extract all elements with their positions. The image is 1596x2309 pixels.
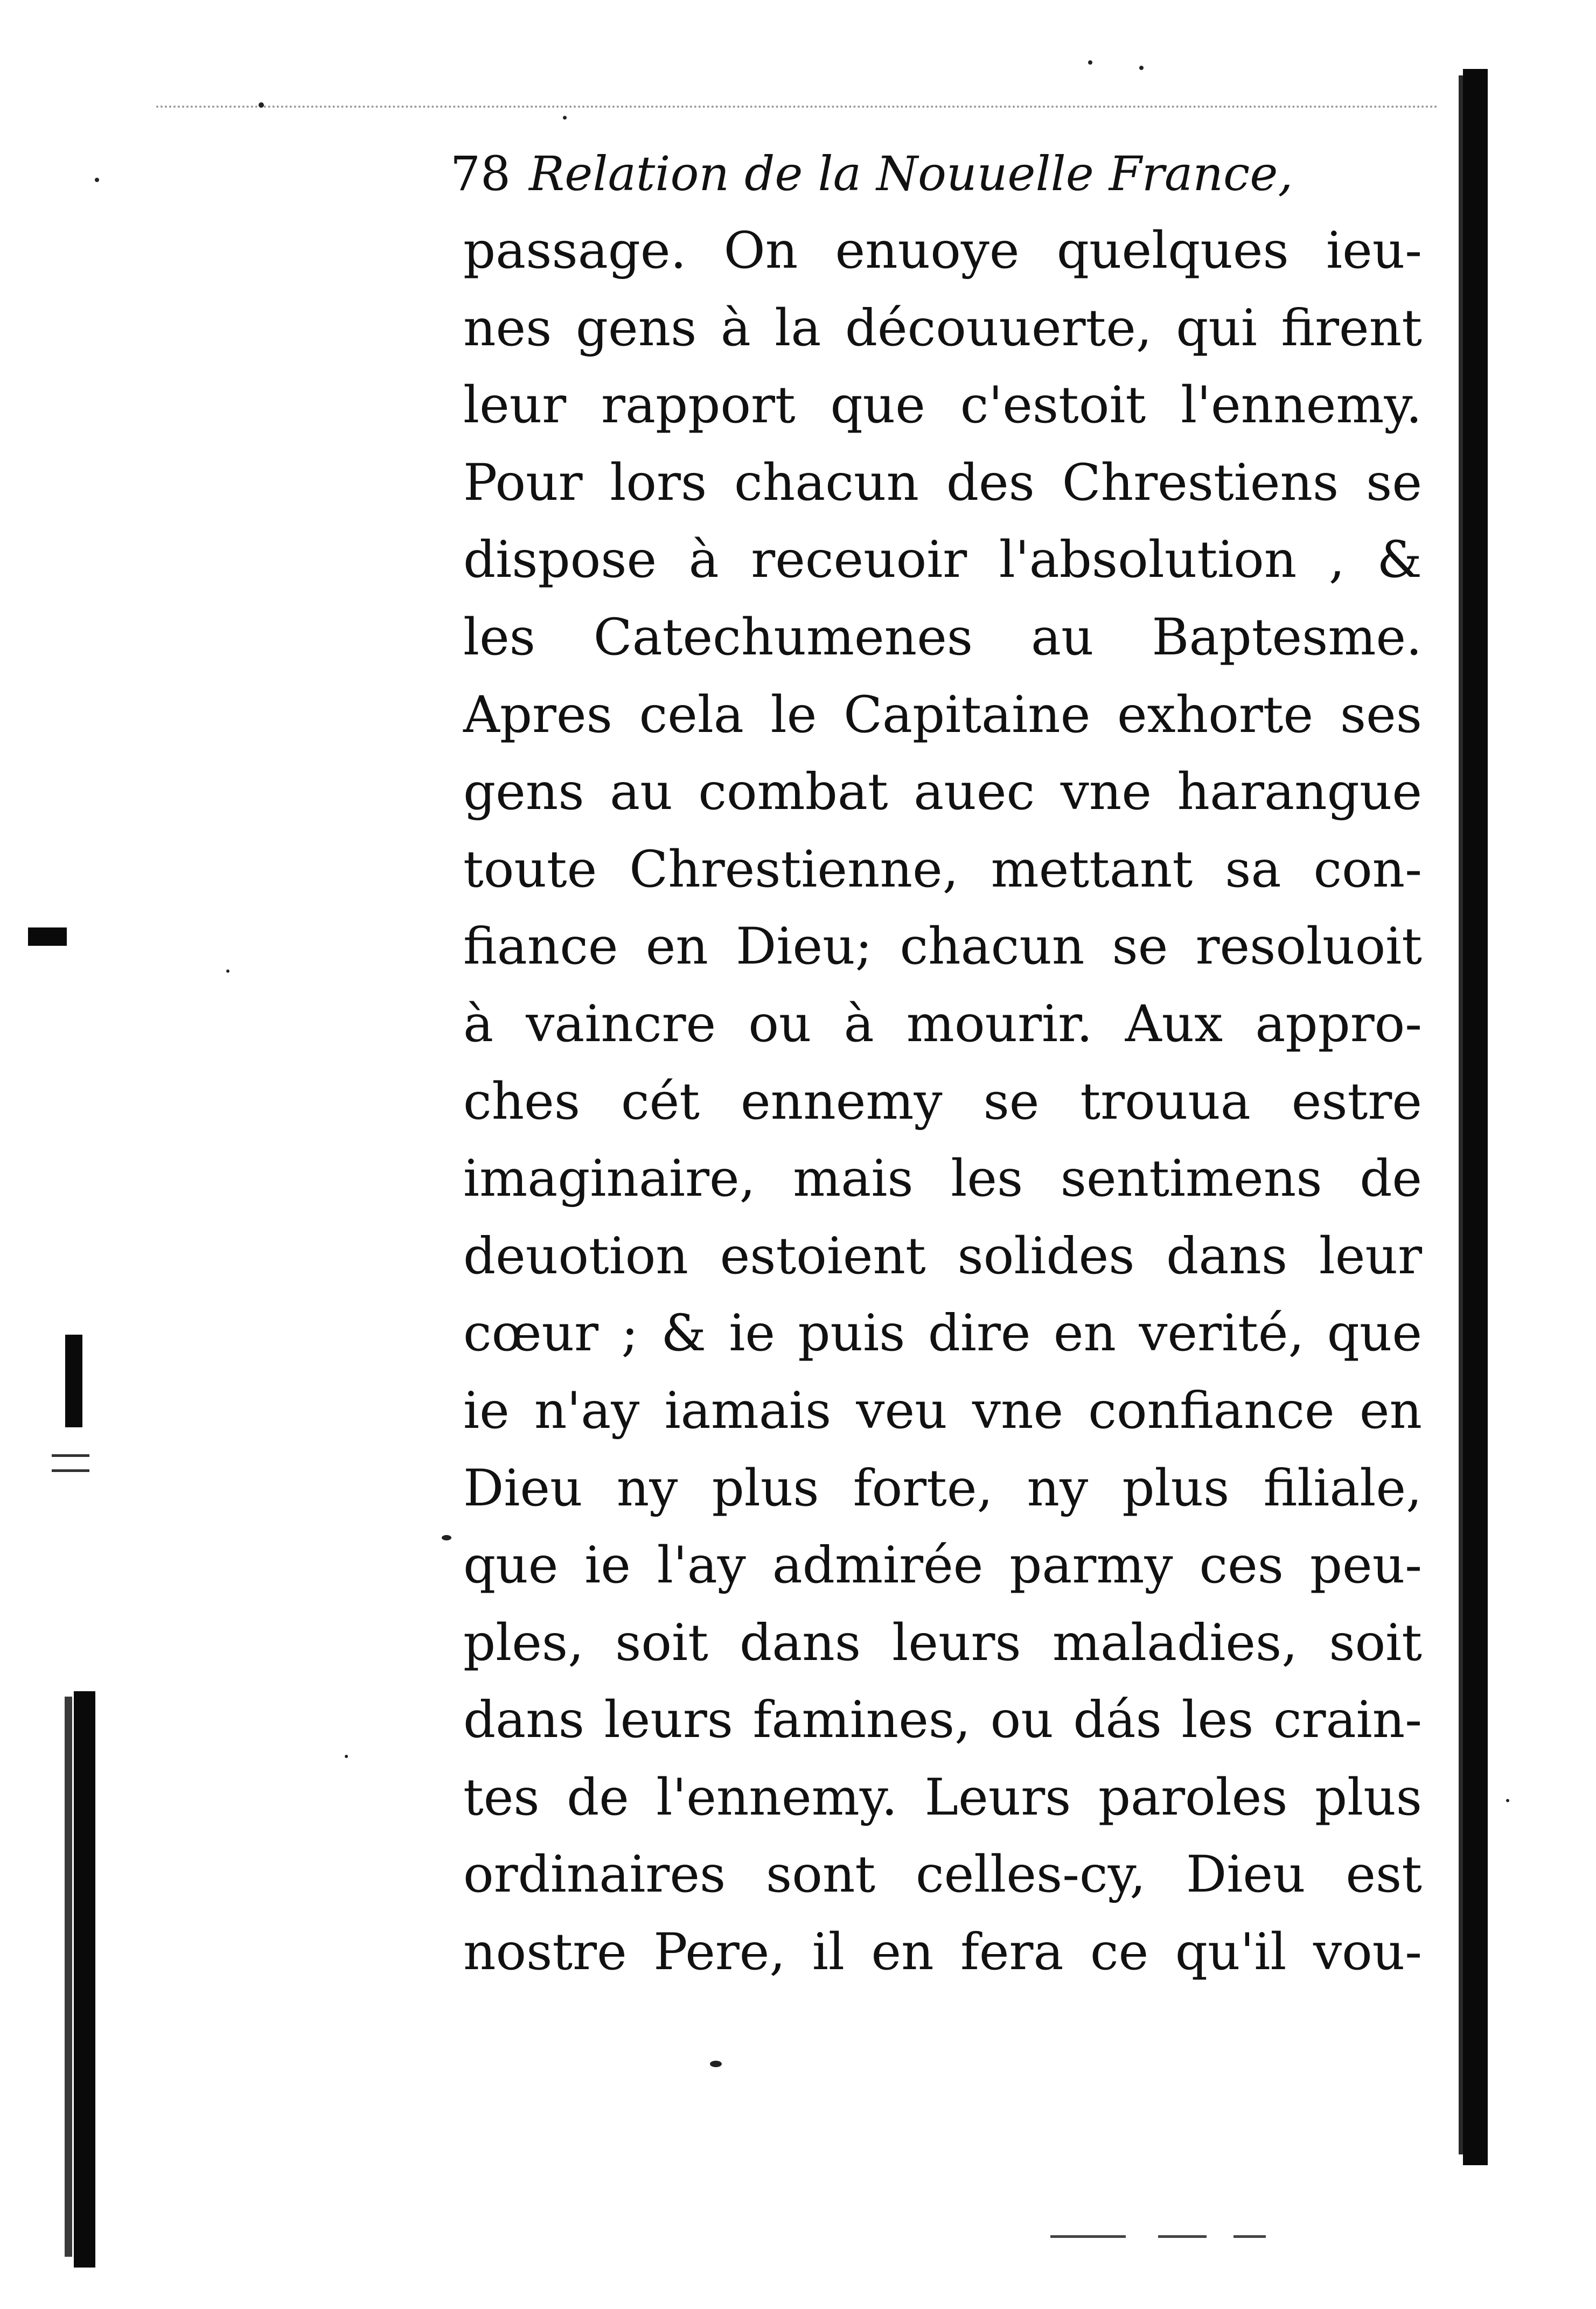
scan-top-dots — [156, 106, 1438, 110]
scan-speck — [95, 178, 99, 182]
text-line: ie n'ay iamais veu vne confiance en — [463, 1381, 1422, 1440]
scan-speck — [1088, 60, 1092, 65]
text-line: ples, soit dans leurs maladies, soit — [463, 1613, 1422, 1672]
scan-speck — [345, 1755, 348, 1758]
text-line: cœur ; & ie puis dire en verité, que — [463, 1304, 1422, 1363]
text-line: que ie l'ay admirée parmy ces peu- — [463, 1536, 1422, 1595]
text-line: imaginaire, mais les sentimens de — [463, 1149, 1422, 1209]
text-line: dans leurs famines, ou dás les crain- — [463, 1691, 1422, 1750]
scan-left-mark — [52, 1454, 89, 1457]
scan-left-mark — [28, 927, 67, 946]
running-head — [450, 144, 1293, 204]
text-line: les Catechumenes au Baptesme. — [463, 608, 1422, 667]
text-line: fiance en Dieu; chacun se resoluoit — [463, 917, 1422, 976]
text-line: Pour lors chacun des Chrestiens se — [463, 453, 1422, 512]
scan-speck — [563, 116, 567, 120]
running-title: Relation de la Nouuelle France, — [528, 146, 1293, 201]
scan-left-mark — [65, 1335, 82, 1427]
text-line: passage. On enuoye quelques ieu- — [463, 221, 1422, 280]
text-line: tes de l'ennemy. Leurs paroles plus — [463, 1768, 1422, 1827]
text-line: toute Chrestienne, mettant sa con- — [463, 840, 1422, 899]
scan-right-black-bar — [1463, 69, 1488, 2165]
text-line: ches cét ennemy se trouua estre — [463, 1072, 1422, 1131]
scan-speck — [226, 969, 229, 973]
scan-speck — [1139, 66, 1144, 70]
text-line: ordinaires sont celles-cy, Dieu est — [463, 1845, 1422, 1905]
text-line: Dieu ny plus forte, ny plus filiale, — [463, 1459, 1422, 1518]
text-line: nes gens à la découuerte, qui firent — [463, 298, 1422, 358]
scan-right-edge-shadow — [1459, 75, 1463, 2154]
scan-left-edge-shadow — [65, 1697, 72, 2257]
scan-bottom-dash — [1050, 2235, 1126, 2238]
body-text — [463, 212, 1422, 1991]
text-line: leur rapport que c'estoit l'ennemy. — [463, 376, 1422, 435]
scan-left-black-bar — [74, 1691, 95, 2268]
scan-bottom-dash — [1233, 2235, 1266, 2238]
scan-bottom-dash — [1158, 2235, 1207, 2238]
text-line: dispose à receuoir l'absolution , & — [463, 531, 1422, 590]
page-number: 78 — [450, 146, 511, 201]
text-line: Apres cela le Capitaine exhorte ses — [463, 685, 1422, 744]
scan-speck — [710, 2061, 722, 2067]
scan-speck — [1506, 1799, 1509, 1802]
text-line: à vaincre ou à mourir. Aux appro- — [463, 994, 1422, 1054]
text-line: gens au combat auec vne harangue — [463, 763, 1422, 822]
text-line: nostre Pere, il en fera ce qu'il vou- — [463, 1923, 1422, 1982]
scan-left-mark — [52, 1469, 89, 1472]
text-line: deuotion estoient solides dans leur — [463, 1226, 1422, 1286]
scan-speck — [259, 102, 264, 108]
scan-speck — [442, 1535, 451, 1540]
